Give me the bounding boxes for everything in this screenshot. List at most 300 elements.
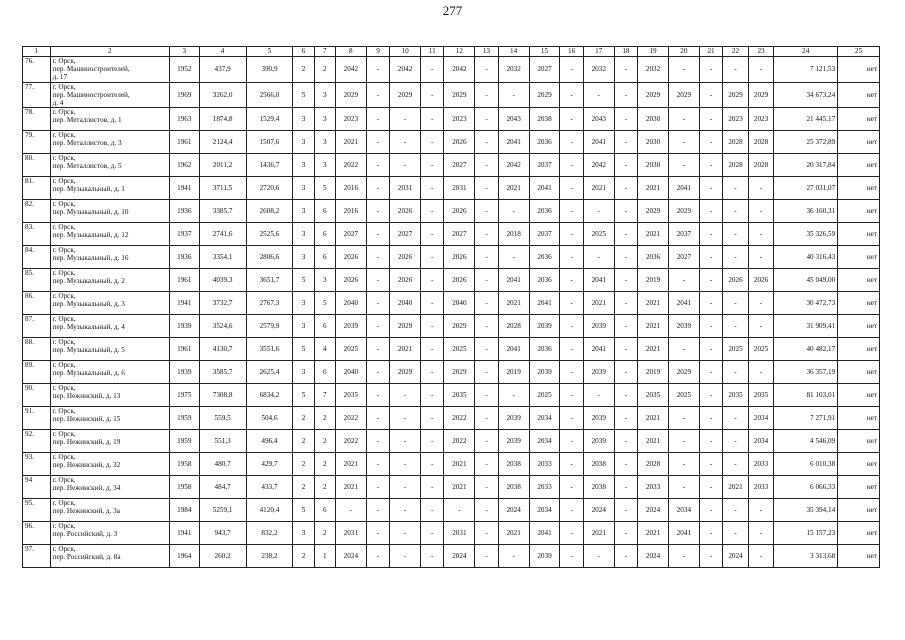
value-cell: - — [560, 131, 583, 154]
address-line: г. Орск, — [52, 476, 76, 485]
value-cell: - — [699, 246, 722, 269]
value-cell: 2021 — [335, 476, 366, 499]
value-cell: - — [475, 246, 498, 269]
value-cell: - — [475, 430, 498, 453]
cost-cell: 36 357,19 — [774, 361, 838, 384]
value-cell: 943,7 — [199, 522, 246, 545]
status-cell: нет — [838, 200, 880, 223]
value-cell: 2033 — [748, 476, 774, 499]
address-line: г. Орск, — [52, 131, 76, 140]
value-cell: 2033 — [638, 476, 669, 499]
column-number-header: 15 — [529, 47, 560, 57]
value-cell: 2025 — [335, 338, 366, 361]
value-cell: 2026 — [748, 269, 774, 292]
value-cell: 390,9 — [246, 57, 293, 83]
value-cell: 3 — [293, 292, 314, 315]
column-number-header: 14 — [498, 47, 529, 57]
value-cell: 1941 — [169, 522, 199, 545]
value-cell: 3651,7 — [246, 269, 293, 292]
value-cell: 1962 — [169, 154, 199, 177]
value-cell: 2021 — [498, 522, 529, 545]
value-cell: - — [366, 269, 389, 292]
column-number-header: 1 — [23, 47, 51, 57]
value-cell: - — [421, 476, 444, 499]
value-cell: - — [723, 200, 749, 223]
value-cell: 5 — [293, 269, 314, 292]
value-cell: 2037 — [529, 154, 560, 177]
value-cell: - — [498, 384, 529, 407]
address-line: г. Орск, — [52, 384, 76, 393]
cost-cell: 40 482,17 — [774, 338, 838, 361]
value-cell: 2027 — [444, 154, 475, 177]
value-cell: 2037 — [529, 223, 560, 246]
value-cell: 6 — [314, 223, 335, 246]
value-cell: 2031 — [335, 522, 366, 545]
value-cell: 2 — [293, 476, 314, 499]
table-row — [23, 361, 880, 384]
table-row — [23, 292, 880, 315]
value-cell: - — [421, 315, 444, 338]
value-cell: 5 — [314, 177, 335, 200]
table-row — [23, 499, 880, 522]
value-cell: - — [475, 545, 498, 568]
value-cell: 2608,2 — [246, 200, 293, 223]
value-cell: 2036 — [529, 338, 560, 361]
value-cell: - — [421, 499, 444, 522]
value-cell: - — [560, 545, 583, 568]
value-cell: - — [366, 338, 389, 361]
row-number-cell: 89. — [23, 361, 51, 384]
row-number-cell: 90. — [23, 384, 51, 407]
value-cell: - — [699, 292, 722, 315]
address-cell — [50, 361, 169, 384]
value-cell: 2021 — [723, 476, 749, 499]
value-cell: - — [421, 545, 444, 568]
address-line: д. 17 — [52, 73, 68, 82]
value-cell: 2029 — [444, 361, 475, 384]
value-cell: - — [390, 108, 421, 131]
value-cell: - — [668, 430, 699, 453]
address-line: г. Орск, — [52, 407, 76, 416]
value-cell: - — [560, 246, 583, 269]
value-cell: 2 — [314, 453, 335, 476]
value-cell: - — [614, 269, 637, 292]
column-number-header: 6 — [293, 47, 314, 57]
value-cell: - — [498, 545, 529, 568]
value-cell: 2040 — [335, 292, 366, 315]
value-cell: 4130,7 — [199, 338, 246, 361]
value-cell: 2042 — [498, 154, 529, 177]
value-cell: 2026 — [390, 200, 421, 223]
column-number-header: 16 — [560, 47, 583, 57]
value-cell: 2027 — [335, 223, 366, 246]
value-cell: - — [366, 177, 389, 200]
table-row — [23, 315, 880, 338]
row-number-cell: 87. — [23, 315, 51, 338]
value-cell: 2026 — [390, 246, 421, 269]
address-cell — [50, 499, 169, 522]
value-cell: 1964 — [169, 545, 199, 568]
column-number-header: 9 — [366, 47, 389, 57]
value-cell: - — [366, 407, 389, 430]
value-cell: - — [614, 407, 637, 430]
value-cell: 2029 — [668, 361, 699, 384]
value-cell: - — [560, 57, 583, 83]
value-cell: - — [748, 57, 774, 83]
address-cell — [50, 131, 169, 154]
value-cell: 5 — [293, 82, 314, 108]
value-cell: - — [560, 361, 583, 384]
value-cell: 2022 — [335, 407, 366, 430]
table-row — [23, 131, 880, 154]
value-cell: 260,2 — [199, 545, 246, 568]
value-cell: 2027 — [529, 57, 560, 83]
value-cell: 6 — [314, 246, 335, 269]
cost-cell: 6 010,38 — [774, 453, 838, 476]
column-number-header: 7 — [314, 47, 335, 57]
value-cell: 5 — [314, 292, 335, 315]
value-cell: - — [699, 522, 722, 545]
value-cell: 2039 — [583, 315, 614, 338]
value-cell: 2026 — [444, 200, 475, 223]
value-cell: 2806,6 — [246, 246, 293, 269]
cost-cell: 30 472,73 — [774, 292, 838, 315]
value-cell: 2029 — [444, 315, 475, 338]
value-cell: - — [366, 200, 389, 223]
value-cell: 2041 — [668, 522, 699, 545]
value-cell: 2039 — [583, 430, 614, 453]
value-cell: - — [614, 453, 637, 476]
value-cell: - — [699, 384, 722, 407]
value-cell: - — [475, 154, 498, 177]
value-cell: 2038 — [583, 476, 614, 499]
row-number-cell: 81. — [23, 177, 51, 200]
value-cell: 2035 — [444, 384, 475, 407]
value-cell: - — [699, 154, 722, 177]
value-cell: 2034 — [748, 430, 774, 453]
value-cell: - — [421, 177, 444, 200]
value-cell: - — [560, 82, 583, 108]
value-cell: - — [699, 200, 722, 223]
value-cell: - — [421, 430, 444, 453]
status-cell: нет — [838, 223, 880, 246]
value-cell: 1975 — [169, 384, 199, 407]
value-cell: - — [390, 407, 421, 430]
value-cell: 2021 — [638, 522, 669, 545]
address-cell — [50, 269, 169, 292]
address-cell — [50, 545, 169, 568]
value-cell: - — [421, 131, 444, 154]
value-cell: 5 — [293, 499, 314, 522]
value-cell: 2024 — [498, 499, 529, 522]
value-cell: 3 — [293, 522, 314, 545]
value-cell: 2036 — [638, 246, 669, 269]
value-cell: - — [421, 82, 444, 108]
column-number-header: 8 — [335, 47, 366, 57]
value-cell: 2024 — [723, 545, 749, 568]
table-row — [23, 57, 880, 83]
value-cell: - — [699, 82, 722, 108]
value-cell: - — [560, 384, 583, 407]
value-cell: 2026 — [335, 269, 366, 292]
value-cell: 2021 — [335, 453, 366, 476]
value-cell: - — [614, 430, 637, 453]
value-cell: - — [699, 545, 722, 568]
value-cell: 2026 — [444, 246, 475, 269]
value-cell: - — [390, 545, 421, 568]
value-cell: 2036 — [529, 246, 560, 269]
value-cell: 2028 — [638, 453, 669, 476]
value-cell: 2024 — [583, 499, 614, 522]
value-cell: 437,9 — [199, 57, 246, 83]
address-line: пер. Музыкальный, д. 3 — [52, 300, 125, 309]
value-cell: - — [614, 499, 637, 522]
row-number-cell: 79. — [23, 131, 51, 154]
cost-cell: 21 445,17 — [774, 108, 838, 131]
value-cell: 2029 — [748, 82, 774, 108]
value-cell: - — [560, 269, 583, 292]
value-cell: 2042 — [583, 154, 614, 177]
row-number-cell: 77. — [23, 82, 51, 108]
row-number-cell: 76. — [23, 57, 51, 83]
value-cell: 238,2 — [246, 545, 293, 568]
value-cell: 1959 — [169, 407, 199, 430]
value-cell: - — [748, 200, 774, 223]
value-cell: 2042 — [390, 57, 421, 83]
value-cell: 2029 — [390, 361, 421, 384]
status-cell: нет — [838, 315, 880, 338]
value-cell: 6834,2 — [246, 384, 293, 407]
cost-cell: 15 157,23 — [774, 522, 838, 545]
value-cell: - — [668, 108, 699, 131]
value-cell: - — [723, 361, 749, 384]
value-cell: - — [560, 108, 583, 131]
cost-cell: 35 394,14 — [774, 499, 838, 522]
value-cell: 2021 — [498, 177, 529, 200]
value-cell: 2041 — [529, 177, 560, 200]
value-cell: 2038 — [498, 453, 529, 476]
value-cell: 6 — [314, 315, 335, 338]
value-cell: 1961 — [169, 269, 199, 292]
address-line: пер. Музыкальный, д. 5 — [52, 346, 125, 355]
cost-cell: 35 326,59 — [774, 223, 838, 246]
value-cell: 2019 — [498, 361, 529, 384]
value-cell: - — [699, 338, 722, 361]
value-cell: 2579,9 — [246, 315, 293, 338]
value-cell: - — [668, 407, 699, 430]
value-cell: 2025 — [668, 384, 699, 407]
cost-cell: 4 546,09 — [774, 430, 838, 453]
row-number-cell: 93. — [23, 453, 51, 476]
address-line: пер. Российский, д. 3 — [52, 530, 118, 539]
value-cell: 1961 — [169, 131, 199, 154]
value-cell: 2041 — [498, 269, 529, 292]
value-cell: 551,3 — [199, 430, 246, 453]
value-cell: - — [421, 292, 444, 315]
value-cell: 2039 — [498, 407, 529, 430]
value-cell: - — [366, 246, 389, 269]
value-cell: 2034 — [748, 407, 774, 430]
value-cell: 2566,0 — [246, 82, 293, 108]
status-cell: нет — [838, 246, 880, 269]
value-cell: 2026 — [444, 131, 475, 154]
address-line: г. Орск, — [52, 177, 76, 186]
row-number-cell: 96. — [23, 522, 51, 545]
value-cell: - — [723, 407, 749, 430]
cost-cell: 20 317,84 — [774, 154, 838, 177]
value-cell: 2016 — [335, 177, 366, 200]
value-cell: 2 — [314, 57, 335, 83]
value-cell: - — [668, 154, 699, 177]
value-cell: - — [723, 246, 749, 269]
value-cell: 2032 — [583, 57, 614, 83]
value-cell: - — [699, 430, 722, 453]
value-cell: 1961 — [169, 338, 199, 361]
housing-register-table — [22, 46, 880, 568]
value-cell: 5 — [293, 338, 314, 361]
row-number-cell: 92. — [23, 430, 51, 453]
value-cell: 2027 — [668, 246, 699, 269]
value-cell: 1939 — [169, 361, 199, 384]
address-line: д. 4 — [52, 99, 64, 108]
address-line: пер. Российский, д. 8а — [52, 553, 121, 562]
row-number-cell: 88. — [23, 338, 51, 361]
value-cell: 2032 — [638, 57, 669, 83]
value-cell: 2023 — [723, 108, 749, 131]
column-number-header: 4 — [199, 47, 246, 57]
value-cell: 3 — [293, 200, 314, 223]
value-cell: 2042 — [444, 57, 475, 83]
cost-cell: 25 372,89 — [774, 131, 838, 154]
address-line: г. Орск, — [52, 453, 76, 462]
value-cell: - — [366, 430, 389, 453]
value-cell: - — [475, 292, 498, 315]
value-cell: 2034 — [668, 499, 699, 522]
value-cell: 2025 — [748, 338, 774, 361]
value-cell: 2019 — [638, 269, 669, 292]
value-cell: - — [366, 453, 389, 476]
value-cell: - — [366, 476, 389, 499]
column-number-header: 13 — [475, 47, 498, 57]
value-cell: 2124,4 — [199, 131, 246, 154]
value-cell: 1936 — [169, 200, 199, 223]
value-cell: 2023 — [335, 108, 366, 131]
address-line: пер. Музыкальный, д. 2 — [52, 277, 125, 286]
value-cell: - — [390, 154, 421, 177]
value-cell: 1507,6 — [246, 131, 293, 154]
value-cell: 496,4 — [246, 430, 293, 453]
address-line: пер. Нежинский, д. 13 — [52, 392, 121, 401]
address-cell — [50, 154, 169, 177]
value-cell: - — [421, 384, 444, 407]
value-cell: - — [390, 384, 421, 407]
address-line: пер. Музыкальный, д. 4 — [52, 323, 125, 332]
value-cell: 2029 — [529, 82, 560, 108]
value-cell: 3 — [314, 108, 335, 131]
status-cell: нет — [838, 522, 880, 545]
value-cell: - — [583, 200, 614, 223]
value-cell: 3 — [293, 154, 314, 177]
column-number-header: 19 — [638, 47, 669, 57]
value-cell: - — [560, 499, 583, 522]
value-cell: 1936 — [169, 246, 199, 269]
cost-cell: 45 049,00 — [774, 269, 838, 292]
value-cell: 2041 — [583, 338, 614, 361]
value-cell: 2 — [293, 545, 314, 568]
value-cell: 2018 — [498, 223, 529, 246]
address-cell — [50, 476, 169, 499]
value-cell: 2021 — [335, 131, 366, 154]
value-cell: - — [560, 177, 583, 200]
value-cell: 2029 — [723, 82, 749, 108]
value-cell: - — [560, 154, 583, 177]
value-cell: - — [421, 407, 444, 430]
value-cell: 2028 — [748, 154, 774, 177]
value-cell: 1958 — [169, 476, 199, 499]
value-cell: 2029 — [638, 82, 669, 108]
address-line: г. Орск, — [52, 246, 76, 255]
value-cell: 559,5 — [199, 407, 246, 430]
value-cell: 2039 — [529, 545, 560, 568]
address-cell — [50, 82, 169, 108]
status-cell: нет — [838, 82, 880, 108]
value-cell: - — [335, 499, 366, 522]
value-cell: - — [748, 522, 774, 545]
value-cell: - — [699, 361, 722, 384]
value-cell: 3 — [293, 131, 314, 154]
table-row — [23, 246, 880, 269]
status-cell: нет — [838, 108, 880, 131]
table-row — [23, 545, 880, 568]
value-cell: 3 — [293, 223, 314, 246]
value-cell: 1874,8 — [199, 108, 246, 131]
row-number-cell: 85. — [23, 269, 51, 292]
value-cell: 2021 — [583, 522, 614, 545]
address-cell — [50, 292, 169, 315]
value-cell: 1958 — [169, 453, 199, 476]
value-cell: 2767,3 — [246, 292, 293, 315]
value-cell: - — [614, 292, 637, 315]
value-cell: 2525,6 — [246, 223, 293, 246]
value-cell: 2041 — [529, 292, 560, 315]
value-cell: 2041 — [498, 338, 529, 361]
value-cell: - — [390, 131, 421, 154]
value-cell: - — [475, 223, 498, 246]
value-cell: - — [614, 57, 637, 83]
table-row — [23, 154, 880, 177]
address-cell — [50, 57, 169, 83]
cost-cell: 81 103,01 — [774, 384, 838, 407]
address-line: г. Орск, — [52, 200, 76, 209]
status-cell: нет — [838, 177, 880, 200]
address-cell — [50, 246, 169, 269]
value-cell: 2021 — [638, 315, 669, 338]
value-cell: 2025 — [723, 338, 749, 361]
value-cell: - — [444, 499, 475, 522]
value-cell: 2023 — [748, 108, 774, 131]
value-cell: 2 — [293, 407, 314, 430]
value-cell: - — [748, 292, 774, 315]
value-cell: - — [390, 499, 421, 522]
value-cell: - — [699, 499, 722, 522]
value-cell: 2021 — [498, 292, 529, 315]
value-cell: 1959 — [169, 430, 199, 453]
address-cell — [50, 200, 169, 223]
cost-cell: 7 121,53 — [774, 57, 838, 83]
value-cell: - — [723, 292, 749, 315]
value-cell: - — [421, 200, 444, 223]
value-cell: - — [560, 338, 583, 361]
